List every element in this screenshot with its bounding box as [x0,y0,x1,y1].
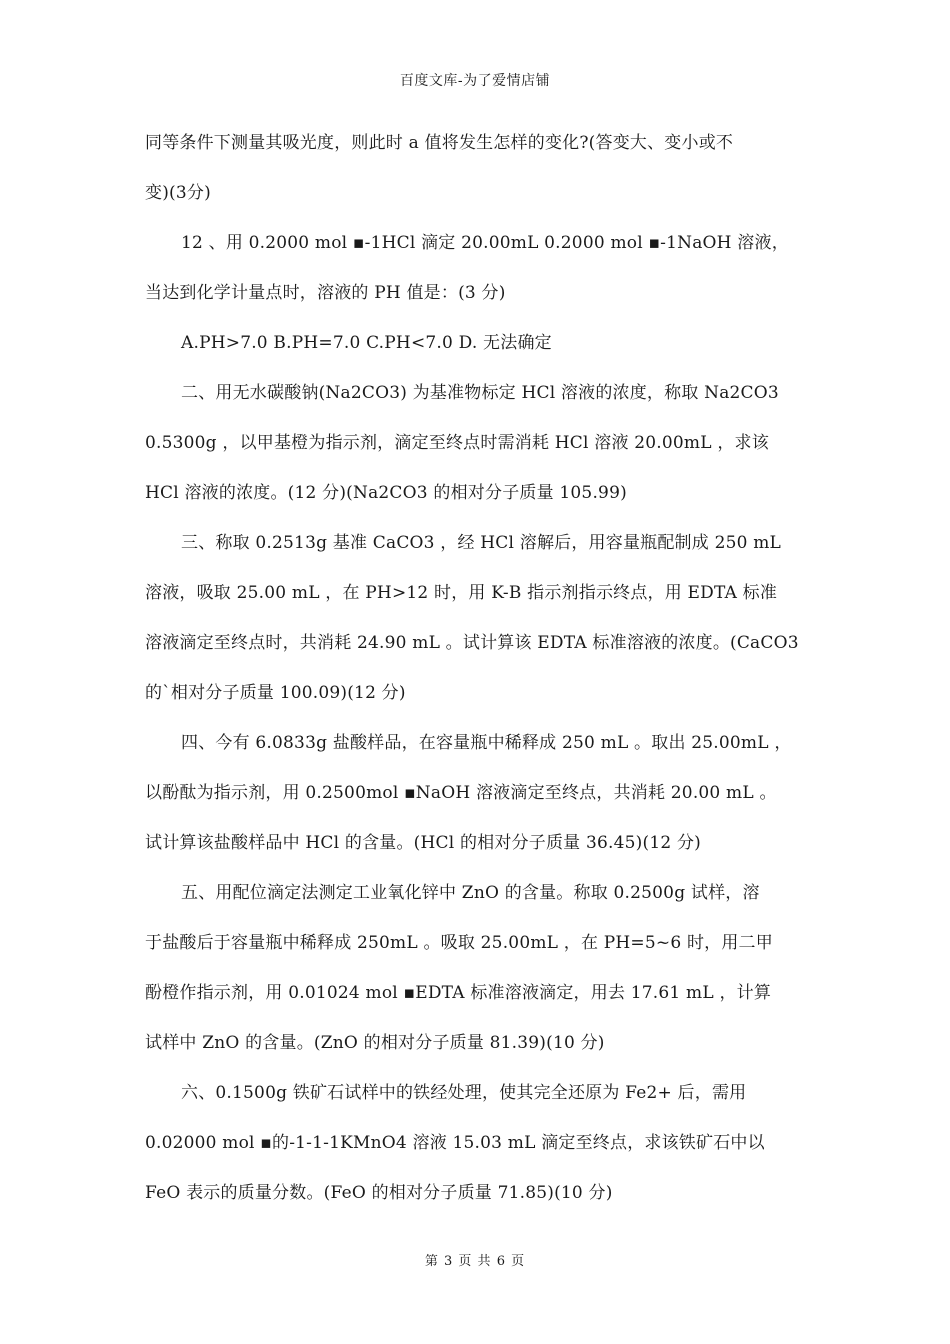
text-line: 试计算该盐酸样品中 HCl 的含量。(HCl 的相对分子质量 36.45)(12 分) [145,833,701,853]
section-5-line: 五、用配位滴定法测定工业氧化锌中 ZnO 的含量。称取 0.2500g 试样，溶 [181,883,760,903]
text-line: 于盐酸后于容量瓶中稀释成 250mL 。吸取 25.00mL ，在 PH=5~6 时，用二甲 [145,933,773,953]
text-line: HCl 溶液的浓度。(12 分)(Na2CO3 的相对分子质量 105.99) [145,483,627,503]
text-line: 试样中 ZnO 的含量。(ZnO 的相对分子质量 81.39)(10 分) [145,1033,605,1053]
text-line: 溶液滴定至终点时，共消耗 24.90 mL 。试计算该 EDTA 标准溶液的浓度。(CaCO3 [145,633,799,653]
text-line: 0.5300g ，以甲基橙为指示剂，滴定至终点时需消耗 HCl 溶液 20.00mL ，求该 [145,433,769,453]
section-3-line: 三、称取 0.2513g 基准 CaCO3 ，经 HCl 溶解后，用容量瓶配制成 250 mL [181,533,782,553]
question-12-line: 12 、用 0.2000 mol ▪-1HCl 滴定 20.00mL 0.2000 mol ▪-1NaOH 溶液， [181,233,789,253]
page-footer: 第 3 页 共 6 页 [424,1254,526,1269]
document-body [145,118,815,1218]
text-line: FeO 表示的质量分数。(FeO 的相对分子质量 71.85)(10 分) [145,1183,613,1203]
text-line: 变)(3分) [145,183,211,203]
text-line: 酚橙作指示剂，用 0.01024 mol ▪EDTA 标准溶液滴定，用去 17.61 mL ，计算 [145,983,772,1003]
section-2-line: 二、用无水碳酸钠(Na2CO3) 为基准物标定 HCl 溶液的浓度，称取 Na2CO3 [181,383,779,403]
answer-options: A.PH>7.0 B.PH=7.0 C.PH<7.0 D. 无法确定 [181,333,552,353]
page-header: 百度文库-为了爱情店铺 [399,73,551,89]
text-line: 以酚酞为指示剂，用 0.2500mol ▪NaOH 溶液滴定至终点，共消耗 20.00 mL 。 [145,783,777,803]
text-line: 溶液，吸取 25.00 mL ，在 PH>12 时，用 K-B 指示剂指示终点，用 EDTA 标准 [145,583,778,603]
text-line: 同等条件下测量其吸光度，则此时 a 值将发生怎样的变化?(答变大、变小或不 [145,133,734,153]
text-line: 当达到化学计量点时，溶液的 PH 值是：(3 分) [145,283,506,303]
section-6-line: 六、0.1500g 铁矿石试样中的铁经处理，使其完全还原为 Fe2+ 后，需用 [181,1083,747,1103]
section-4-line: 四、今有 6.0833g 盐酸样品，在容量瓶中稀释成 250 mL 。取出 25.00mL ， [181,733,792,753]
text-line: 0.02000 mol ▪的-1-1-1KMnO4 溶液 15.03 mL 滴定至终点，求该铁矿石中以 [145,1133,765,1153]
text-line: 的`相对分子质量 100.09)(12 分) [145,683,406,703]
